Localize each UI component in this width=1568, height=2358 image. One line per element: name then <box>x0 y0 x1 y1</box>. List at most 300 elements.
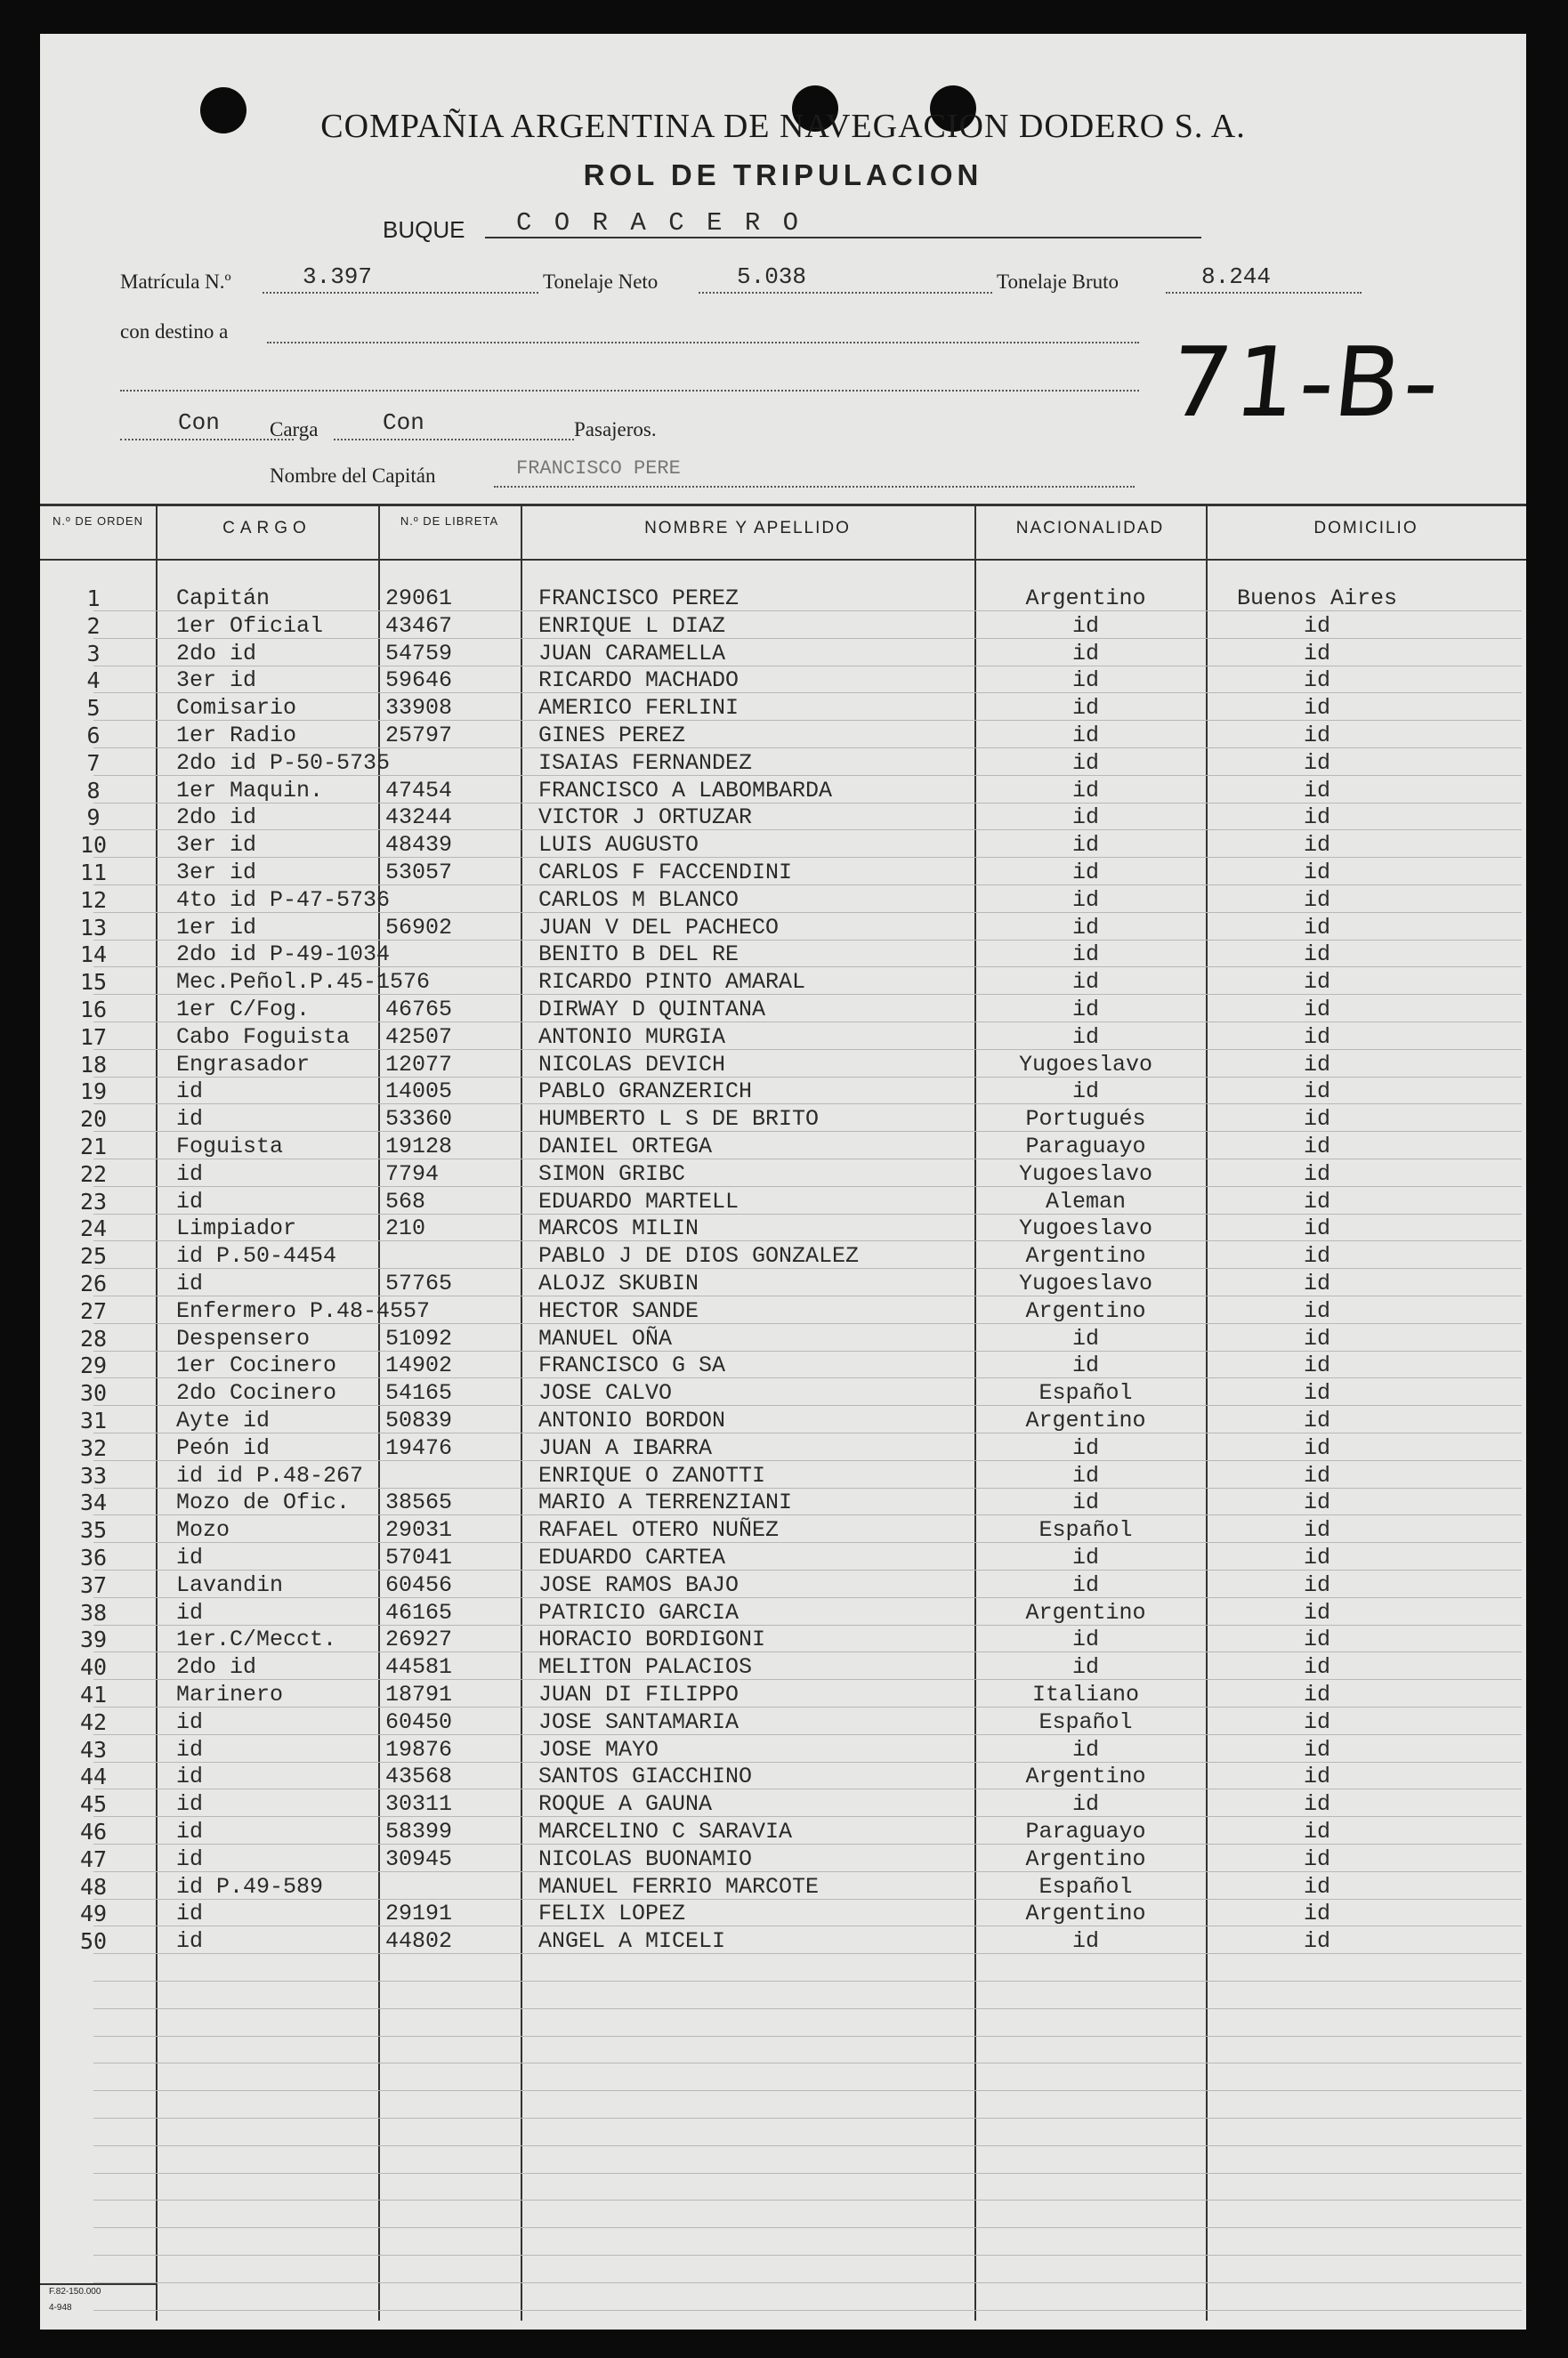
table-row <box>40 1517 1526 1545</box>
row-domicilio: id <box>1303 860 1330 885</box>
row-number: 46 <box>79 1819 108 1845</box>
row-number: 45 <box>79 1791 108 1817</box>
row-cargo: Cabo Foguista <box>176 1024 351 1050</box>
row-cargo: id P.49-589 <box>176 1874 324 1900</box>
row-cargo: id <box>176 1819 204 1845</box>
row-number: 1 <box>86 585 101 611</box>
table-row <box>40 1928 1526 1956</box>
row-nacionalidad: id <box>1071 641 1099 666</box>
row-nacionalidad: id <box>1071 1737 1099 1763</box>
row-nacionalidad: id <box>1071 1490 1099 1515</box>
row-nombre: FRANCISCO PEREZ <box>538 585 740 611</box>
row-nombre: FELIX LOPEZ <box>538 1901 686 1926</box>
row-cargo: Mec.Peñol.P.45-1576 <box>176 969 431 995</box>
row-cargo: 2do id P-49-1034 <box>176 941 391 967</box>
row-nombre: JOSE RAMOS BAJO <box>538 1572 740 1598</box>
row-nombre: ISAIAS FERNANDEZ <box>538 750 753 776</box>
row-nombre: ANGEL A MICELI <box>538 1928 726 1954</box>
row-domicilio: id <box>1303 1600 1330 1626</box>
row-number: 18 <box>79 1052 108 1078</box>
row-nacionalidad: id <box>1071 778 1099 803</box>
row-nacionalidad: id <box>1071 969 1099 995</box>
row-libreta: 29061 <box>385 585 453 611</box>
row-nacionalidad: id <box>1071 887 1099 913</box>
ruled-line <box>93 2227 1522 2228</box>
row-domicilio: id <box>1303 1215 1330 1241</box>
row-number: 30 <box>79 1380 108 1406</box>
row-number: 10 <box>79 832 108 858</box>
row-cargo: Ayte id <box>176 1408 271 1433</box>
ruled-line <box>93 1981 1522 1982</box>
row-nacionalidad: Español <box>1039 1874 1133 1900</box>
row-cargo: Marinero <box>176 1682 284 1708</box>
table-row <box>40 778 1526 805</box>
row-domicilio: id <box>1303 1572 1330 1598</box>
pasajeros-value: Con <box>383 409 424 436</box>
row-nombre: SIMON GRIBC <box>538 1161 686 1187</box>
row-libreta: 57041 <box>385 1545 453 1571</box>
row-libreta: 57765 <box>385 1271 453 1296</box>
row-number: 6 <box>86 723 101 748</box>
row-libreta: 46765 <box>385 997 453 1022</box>
row-nombre: GINES PEREZ <box>538 723 686 748</box>
table-top-border <box>40 504 1526 506</box>
table-row <box>40 1682 1526 1709</box>
row-nacionalidad: id <box>1071 860 1099 885</box>
row-libreta: 58399 <box>385 1819 453 1845</box>
row-number: 43 <box>79 1737 108 1763</box>
row-nombre: FRANCISCO G SA <box>538 1353 726 1378</box>
table-row <box>40 1600 1526 1627</box>
destino-label: con destino a <box>120 320 229 343</box>
tonelaje-bruto-line <box>1166 292 1362 294</box>
row-cargo: 2do id <box>176 1654 257 1680</box>
table-row <box>40 941 1526 969</box>
table-row <box>40 1819 1526 1846</box>
row-nacionalidad: id <box>1071 613 1099 639</box>
row-domicilio: id <box>1303 1380 1330 1406</box>
row-number: 34 <box>79 1490 108 1515</box>
row-cargo: Mozo <box>176 1517 230 1543</box>
table-row <box>40 1874 1526 1902</box>
row-libreta: 33908 <box>385 695 453 721</box>
row-libreta: 30945 <box>385 1846 453 1872</box>
ruled-line <box>93 2145 1522 2146</box>
row-nacionalidad: id <box>1071 1353 1099 1378</box>
row-number: 32 <box>79 1435 108 1461</box>
column-header-orden: N.º DE ORDEN <box>53 514 143 528</box>
row-nacionalidad: Argentino <box>1025 585 1146 611</box>
row-cargo: id <box>176 1106 204 1132</box>
row-domicilio: id <box>1303 1545 1330 1571</box>
row-number: 15 <box>79 969 108 995</box>
row-cargo: Foguista <box>176 1134 284 1159</box>
row-cargo: Capitán <box>176 585 271 611</box>
row-nacionalidad: id <box>1071 804 1099 830</box>
table-row <box>40 1078 1526 1106</box>
row-libreta: 14005 <box>385 1078 453 1104</box>
row-nombre: DIRWAY D QUINTANA <box>538 997 766 1022</box>
row-domicilio: id <box>1303 1243 1330 1269</box>
row-domicilio: id <box>1303 1435 1330 1461</box>
row-nacionalidad: Aleman <box>1045 1189 1126 1215</box>
row-domicilio: id <box>1303 1901 1330 1926</box>
row-libreta: 19876 <box>385 1737 453 1763</box>
row-libreta: 53360 <box>385 1106 453 1132</box>
row-nacionalidad: Yugoeslavo <box>1018 1215 1153 1241</box>
row-number: 8 <box>86 778 101 803</box>
row-nacionalidad: Paraguayo <box>1025 1134 1146 1159</box>
table-row <box>40 1189 1526 1216</box>
row-domicilio: id <box>1303 1271 1330 1296</box>
row-domicilio: id <box>1303 1408 1330 1433</box>
matricula-label: Matrícula N.º <box>120 271 231 293</box>
row-domicilio: id <box>1303 1078 1330 1104</box>
row-libreta: 18791 <box>385 1682 453 1708</box>
row-libreta: 12077 <box>385 1052 453 1078</box>
table-row <box>40 1490 1526 1517</box>
row-number: 39 <box>79 1627 108 1652</box>
row-number: 2 <box>86 613 101 639</box>
row-libreta: 26927 <box>385 1627 453 1652</box>
row-number: 42 <box>79 1709 108 1735</box>
matricula-value: 3.397 <box>303 263 373 290</box>
company-name: COMPAÑIA ARGENTINA DE NAVEGACION DODERO S. A. <box>320 108 1246 145</box>
table-row <box>40 641 1526 668</box>
row-nombre: ANTONIO MURGIA <box>538 1024 726 1050</box>
row-domicilio: id <box>1303 695 1330 721</box>
column-header-nacionalidad: NACIONALIDAD <box>1015 519 1165 537</box>
row-domicilio: id <box>1303 1764 1330 1789</box>
row-number: 47 <box>79 1846 108 1872</box>
tonelaje-neto-line <box>699 292 992 294</box>
row-number: 41 <box>79 1682 108 1708</box>
row-domicilio: id <box>1303 969 1330 995</box>
row-cargo: id <box>176 1600 204 1626</box>
row-libreta: 210 <box>385 1215 426 1241</box>
row-number: 31 <box>79 1408 108 1433</box>
destino-line <box>267 342 1139 343</box>
table-row <box>40 1737 1526 1764</box>
row-nombre: CARLOS M BLANCO <box>538 887 740 913</box>
row-cargo: 1er Radio <box>176 723 297 748</box>
row-nacionalidad: id <box>1071 915 1099 941</box>
row-nacionalidad: Argentino <box>1025 1243 1146 1269</box>
row-nombre: SANTOS GIACCHINO <box>538 1764 753 1789</box>
table-row <box>40 887 1526 915</box>
row-libreta: 29031 <box>385 1517 453 1543</box>
capitan-label: Nombre del Capitán <box>270 464 436 487</box>
row-domicilio: id <box>1303 667 1330 693</box>
row-libreta: 14902 <box>385 1353 453 1378</box>
row-cargo: 2do Cocinero <box>176 1380 337 1406</box>
table-row <box>40 1215 1526 1243</box>
row-number: 17 <box>79 1024 108 1050</box>
ruled-line <box>93 2255 1522 2256</box>
row-domicilio: id <box>1303 941 1330 967</box>
row-nacionalidad: Portugués <box>1025 1106 1146 1132</box>
tonelaje-bruto-value: 8.244 <box>1201 263 1272 290</box>
table-row <box>40 1243 1526 1271</box>
table-row <box>40 1846 1526 1874</box>
table-row <box>40 1380 1526 1408</box>
row-number: 50 <box>79 1928 108 1954</box>
row-domicilio: id <box>1303 1819 1330 1845</box>
table-row <box>40 1572 1526 1600</box>
row-nombre: MANUEL FERRIO MARCOTE <box>538 1874 820 1900</box>
row-domicilio: id <box>1303 1024 1330 1050</box>
row-domicilio: id <box>1303 750 1330 776</box>
table-row <box>40 832 1526 860</box>
row-number: 16 <box>79 997 108 1022</box>
row-nombre: JUAN A IBARRA <box>538 1435 713 1461</box>
row-nombre: NICOLAS DEVICH <box>538 1052 726 1078</box>
table-row <box>40 667 1526 695</box>
row-libreta: 38565 <box>385 1490 453 1515</box>
row-nacionalidad: id <box>1071 1463 1099 1489</box>
tonelaje-neto-value: 5.038 <box>737 263 807 290</box>
table-row <box>40 1791 1526 1819</box>
row-domicilio: id <box>1303 1326 1330 1352</box>
row-number: 33 <box>79 1463 108 1489</box>
row-nombre: ENRIQUE L DIAZ <box>538 613 726 639</box>
row-nombre: LUIS AUGUSTO <box>538 832 699 858</box>
row-number: 12 <box>79 887 108 913</box>
row-nacionalidad: id <box>1071 1928 1099 1954</box>
row-number: 49 <box>79 1901 108 1926</box>
row-number: 9 <box>86 804 101 830</box>
row-nacionalidad: Español <box>1039 1380 1133 1406</box>
row-libreta: 48439 <box>385 832 453 858</box>
row-libreta: 43568 <box>385 1764 453 1789</box>
table-row <box>40 1024 1526 1052</box>
table-row <box>40 1627 1526 1654</box>
column-header-cargo: CARGO <box>222 519 311 537</box>
row-number: 44 <box>79 1764 108 1789</box>
row-cargo: Lavandin <box>176 1572 284 1598</box>
row-number: 27 <box>79 1298 108 1324</box>
row-cargo: Enfermero P.48-4557 <box>176 1298 431 1324</box>
row-domicilio: Buenos Aires <box>1236 585 1398 611</box>
row-cargo: id <box>176 1271 204 1296</box>
table-row <box>40 1052 1526 1079</box>
row-cargo: id <box>176 1545 204 1571</box>
pasajeros-line <box>334 439 574 440</box>
row-domicilio: id <box>1303 1874 1330 1900</box>
row-libreta: 25797 <box>385 723 453 748</box>
table-row <box>40 1134 1526 1161</box>
row-nombre: VICTOR J ORTUZAR <box>538 804 753 830</box>
table-row <box>40 1353 1526 1380</box>
form-date: 4-948 <box>49 2303 72 2313</box>
row-nombre: BENITO B DEL RE <box>538 941 740 967</box>
row-cargo: 2do id P-50-5735 <box>176 750 391 776</box>
row-libreta: 29191 <box>385 1901 453 1926</box>
row-libreta: 50839 <box>385 1408 453 1433</box>
row-nombre: JOSE SANTAMARIA <box>538 1709 740 1735</box>
row-nombre: RICARDO MACHADO <box>538 667 740 693</box>
row-domicilio: id <box>1303 1353 1330 1378</box>
row-nombre: PATRICIO GARCIA <box>538 1600 740 1626</box>
row-domicilio: id <box>1303 1052 1330 1078</box>
row-nacionalidad: id <box>1071 1326 1099 1352</box>
row-number: 37 <box>79 1572 108 1598</box>
row-number: 35 <box>79 1517 108 1543</box>
destino-line-2 <box>120 390 1139 392</box>
row-nacionalidad: Argentino <box>1025 1600 1146 1626</box>
row-cargo: 2do id <box>176 641 257 666</box>
column-header-nombre: NOMBRE Y APELLIDO <box>644 519 851 537</box>
row-nombre: CARLOS F FACCENDINI <box>538 860 793 885</box>
row-domicilio: id <box>1303 1298 1330 1324</box>
row-nombre: MANUEL OÑA <box>538 1326 673 1352</box>
table-row <box>40 585 1526 613</box>
row-number: 13 <box>79 915 108 941</box>
row-nombre: HUMBERTO L S DE BRITO <box>538 1106 820 1132</box>
table-row <box>40 1326 1526 1353</box>
row-domicilio: id <box>1303 1134 1330 1159</box>
table-row <box>40 723 1526 750</box>
table-row <box>40 997 1526 1024</box>
row-libreta: 60450 <box>385 1709 453 1735</box>
row-libreta: 568 <box>385 1189 426 1215</box>
row-nacionalidad: id <box>1071 1078 1099 1104</box>
ruled-line <box>93 2173 1522 2174</box>
row-number: 22 <box>79 1161 108 1187</box>
row-number: 5 <box>86 695 101 721</box>
matricula-line <box>263 292 538 294</box>
row-number: 29 <box>79 1353 108 1378</box>
row-number: 3 <box>86 641 101 666</box>
row-domicilio: id <box>1303 1463 1330 1489</box>
row-cargo: Despensero <box>176 1326 311 1352</box>
row-cargo: id id P.48-267 <box>176 1463 364 1489</box>
row-domicilio: id <box>1303 723 1330 748</box>
row-cargo: 1er id <box>176 915 257 941</box>
row-nacionalidad: Yugoeslavo <box>1018 1161 1153 1187</box>
handwritten-reference: 71-B- <box>1164 327 1449 439</box>
row-domicilio: id <box>1303 1846 1330 1872</box>
row-number: 21 <box>79 1134 108 1159</box>
row-libreta: 51092 <box>385 1326 453 1352</box>
row-domicilio: id <box>1303 887 1330 913</box>
ruled-line <box>93 2282 1522 2283</box>
row-nacionalidad: Español <box>1039 1709 1133 1735</box>
row-nacionalidad: id <box>1071 941 1099 967</box>
row-nombre: ALOJZ SKUBIN <box>538 1271 699 1296</box>
table-row <box>40 1161 1526 1189</box>
ruled-line <box>93 2036 1522 2037</box>
row-nacionalidad: Español <box>1039 1517 1133 1543</box>
row-libreta: 19128 <box>385 1134 453 1159</box>
row-domicilio: id <box>1303 613 1330 639</box>
row-libreta: 44802 <box>385 1928 453 1954</box>
ruled-line <box>93 2008 1522 2009</box>
table-row <box>40 1463 1526 1490</box>
row-cargo: 1er Maquin. <box>176 778 324 803</box>
carga-line <box>120 439 294 440</box>
row-nacionalidad: id <box>1071 667 1099 693</box>
row-nombre: JUAN DI FILIPPO <box>538 1682 740 1708</box>
row-nombre: MARCOS MILIN <box>538 1215 699 1241</box>
row-nombre: JOSE MAYO <box>538 1737 659 1763</box>
row-nacionalidad: id <box>1071 1791 1099 1817</box>
row-cargo: id <box>176 1709 204 1735</box>
footer-border <box>40 2283 156 2285</box>
row-nombre: MARCELINO C SARAVIA <box>538 1819 793 1845</box>
row-cargo: 1er Oficial <box>176 613 324 639</box>
table-row <box>40 804 1526 832</box>
row-nombre: DANIEL ORTEGA <box>538 1134 713 1159</box>
carga-label: Carga <box>270 418 319 440</box>
row-cargo: id <box>176 1846 204 1872</box>
table-row <box>40 860 1526 887</box>
buque-label: BUQUE <box>383 216 465 243</box>
document-title: ROL DE TRIPULACION <box>583 158 983 191</box>
row-nacionalidad: Argentino <box>1025 1901 1146 1926</box>
row-nombre: JUAN CARAMELLA <box>538 641 726 666</box>
row-nombre: RICARDO PINTO AMARAL <box>538 969 806 995</box>
row-nacionalidad: id <box>1071 1024 1099 1050</box>
row-nacionalidad: Argentino <box>1025 1298 1146 1324</box>
column-header-libreta: N.º DE LIBRETA <box>400 514 499 528</box>
tonelaje-bruto-label: Tonelaje Bruto <box>997 271 1119 293</box>
table-row <box>40 1298 1526 1326</box>
row-number: 40 <box>79 1654 108 1680</box>
row-domicilio: id <box>1303 832 1330 858</box>
row-cargo: id <box>176 1078 204 1104</box>
row-cargo: id <box>176 1928 204 1954</box>
capitan-line <box>494 486 1135 488</box>
row-cargo: 4to id P-47-5736 <box>176 887 391 913</box>
row-libreta: 59646 <box>385 667 453 693</box>
row-domicilio: id <box>1303 1682 1330 1708</box>
row-domicilio: id <box>1303 1490 1330 1515</box>
tonelaje-neto-label: Tonelaje Neto <box>543 271 659 293</box>
row-domicilio: id <box>1303 1737 1330 1763</box>
row-domicilio: id <box>1303 1106 1330 1132</box>
ruled-line <box>93 2118 1522 2119</box>
table-row <box>40 1654 1526 1682</box>
row-domicilio: id <box>1303 1791 1330 1817</box>
row-libreta: 43244 <box>385 804 453 830</box>
row-libreta: 7794 <box>385 1161 440 1187</box>
row-number: 28 <box>79 1326 108 1352</box>
row-libreta: 53057 <box>385 860 453 885</box>
row-cargo: 2do id <box>176 804 257 830</box>
row-number: 4 <box>86 667 101 693</box>
row-domicilio: id <box>1303 1161 1330 1187</box>
table-row <box>40 1901 1526 1928</box>
row-number: 24 <box>79 1215 108 1241</box>
row-libreta: 46165 <box>385 1600 453 1626</box>
table-row <box>40 915 1526 942</box>
row-number: 14 <box>79 941 108 967</box>
ruled-line <box>93 2310 1522 2311</box>
row-cargo: 1er.C/Mecct. <box>176 1627 337 1652</box>
row-libreta: 47454 <box>385 778 453 803</box>
row-domicilio: id <box>1303 1517 1330 1543</box>
row-libreta: 56902 <box>385 915 453 941</box>
row-cargo: Peón id <box>176 1435 271 1461</box>
column-header-domicilio: DOMICILIO <box>1313 519 1418 537</box>
row-domicilio: id <box>1303 1654 1330 1680</box>
row-nacionalidad: Italiano <box>1031 1682 1140 1708</box>
row-nombre: RAFAEL OTERO NUÑEZ <box>538 1517 780 1543</box>
row-nacionalidad: Argentino <box>1025 1764 1146 1789</box>
row-cargo: id <box>176 1764 204 1789</box>
row-domicilio: id <box>1303 778 1330 803</box>
